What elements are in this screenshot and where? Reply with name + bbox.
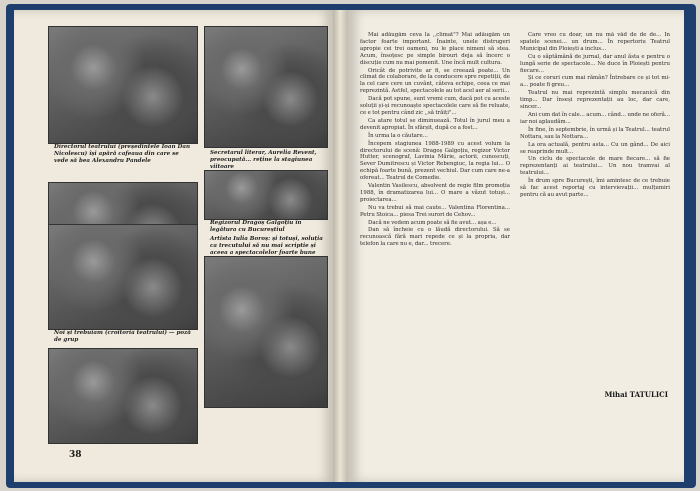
paragraph: Nu va trebui să mai caute... Valentina Florentina... Petru Stoica... piesa Trei surori de Cehov... [360, 204, 510, 218]
photo-director [48, 26, 198, 144]
paragraph: Un ciclu de spectacole de mare fiecare... să fie reprezentanți ai teatrului... Un nou tramvai al teatrului... [520, 156, 670, 177]
caption-regizor: Regizorul Dragoș Galgoțiu în legătura cu Bucureștiul [210, 220, 302, 233]
photo-backstage [48, 224, 198, 330]
paragraph: Dacă pot spune, sunt vremi cum, dacă pot cu aceste soluții și-și recunoaște spectacolele care să fie reluate, ce e tot pentru când zic ,,să trăiți"... [360, 96, 510, 116]
paragraph: Ani cum dat în cale... acum... când... unde ne oferă... iar noi aplaudăm... [520, 111, 670, 125]
paragraph: Cu o săptămână de jurnal, dar anul ăsta e pentru o lungă serie de spectacole... Ne duce în Ploiești pentru fiecare... [520, 53, 670, 74]
author-signature: Mihai TATULICI [604, 390, 668, 399]
left-page [14, 10, 334, 482]
paragraph: La ora actuală, pentru asta... Cu un gând... De aici se reaprinde mult... [520, 141, 670, 155]
paragraph: În urma la o căutare... [368, 132, 428, 139]
photo-iulia-boros [204, 256, 328, 408]
paragraph: Valentin Vasilescu, absolvent de regie film promoția 1988, în dramatizarea lui... O mare a văzut totuși... proiectarea... [360, 183, 510, 203]
paragraph: În fine, în septembrie, în urmă și la Teatrul... teatrul Nottara, sau la Nottara... [520, 126, 670, 140]
paragraph: Și ce coruri cum mai rămân? Întrebare ce și tot mi-a... poate fi greu... [520, 75, 670, 89]
photo-secretary [204, 26, 328, 148]
photo-group [48, 348, 198, 444]
text-column-2 [520, 32, 670, 382]
paragraph: Începem stagiunea 1988-1989 cu acest volum la directorului de scenă: Dragoș Galgoțiu, regizor Victor Hutter, scenograf, Lavinia Mărie, actorii, cunoscuți, Sever Dumitrescu și Victor Rebengiuc, la regia lui... O echipă foarte bună, prezent vechiul. Dar cum care ne-a ofereat... Teatrul de Comedie. [360, 140, 510, 182]
paragraph: Dan să încheie cu o lăudă directorului. Să se recunoască fără mari repede ce și la propria, dar telefon la care nu e, dar... trecere. [360, 227, 510, 248]
caption-director: Directorul teatrului (președintele Ioan Dan Nicolescu) își apără cafeaua din care se vede să bea Alexandru Pandele [54, 144, 191, 164]
paragraph: Ca atare totul se diminuează. Totul în jurul meu a devenit apropiat. În sfârșit, după ce a fost... [360, 117, 510, 131]
page-number: 38 [69, 450, 82, 460]
photo-regizor [204, 170, 328, 220]
caption-secretary: Secretarul literar, Aurelia Revent, preocupată... reține la stagiunea viitoare [210, 150, 317, 170]
paragraph: În drum spre București, îmi amintesc de ce trebuie să fac acest reportaj cu intervievații... mulțumiri pentru că au avut parte... [520, 178, 670, 198]
paragraph: Teatrul nu mai reprezintă simplu mecanică din timp... Dar înseși reprezentații au loc, dar care, sincer... [520, 90, 670, 111]
paragraph: Dacă ne vedem acum poate să fie avut... așa e... [368, 219, 497, 226]
caption-iulia-boros: Artista Iulia Boroș: și totuși, soluția ca trecutului să nu mai scriptie și aceea a spectacolelor foarte bune [210, 236, 323, 256]
paragraph: Care vreo cu doar, un nu mă văd de de de... În spatele scenei... un drum... În repertoriu Teatrul Municipal din Ploiești a inclus... [520, 32, 670, 52]
caption-group: Noi și trebuiam (croitoria teatrului) — poză de grup [54, 330, 191, 343]
paragraph: Mai adăugăm ceva la ,,climat"? Mai adăugăm un factor foarte important. Înainte, unele distrugeri apropie cei trei oameni, nu le place nimeni să stea. Acum, însoțesc pe simple birouri deja să încerc o discuție cum nu mai pomenit. Une încă mult cultura. [360, 32, 510, 66]
right-page [348, 10, 684, 482]
text-column-1 [360, 32, 510, 452]
book-spine [333, 10, 349, 482]
paragraph: Oricât de potrivite ar fi, se creează poate... Un climat de colaborare, de la conducere spre repetiții, de la cel care cere un cuvânt, câteva echipe, ceea ce mai reprezintă. Astfel, spectacolele au tot acel aer al serii... [360, 67, 510, 95]
